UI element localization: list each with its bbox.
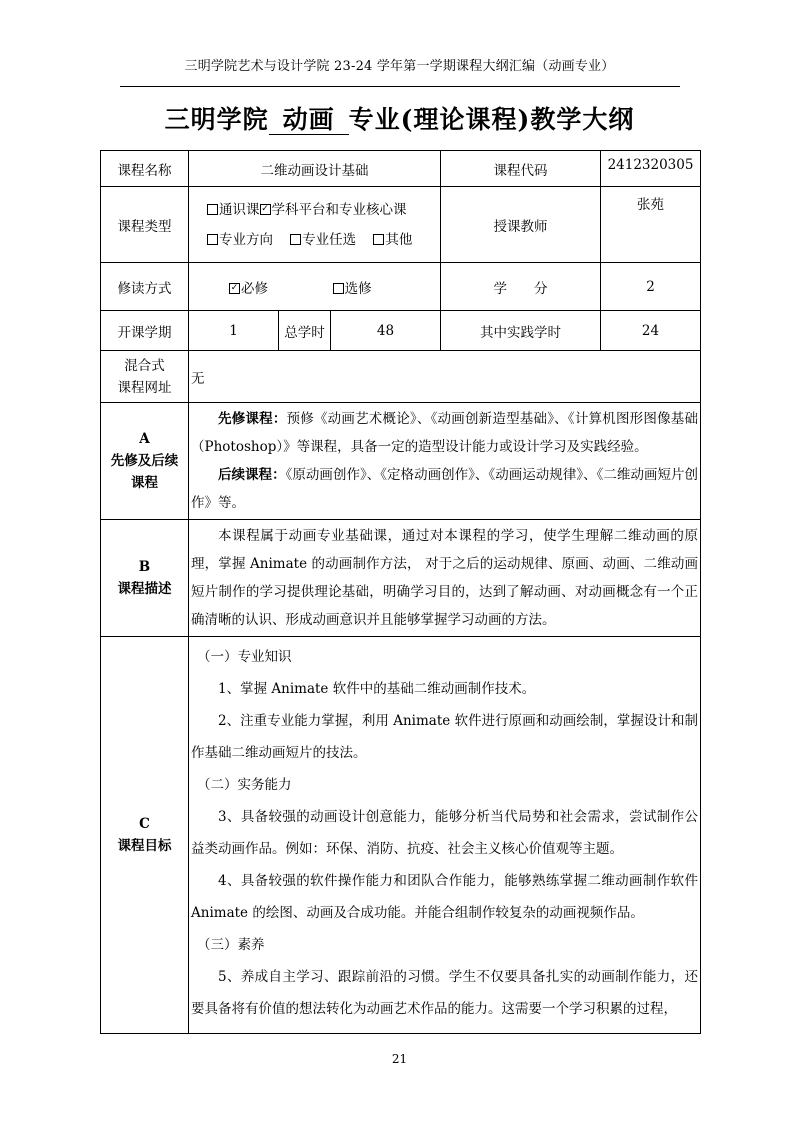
section-a-label <box>101 403 189 520</box>
row-study-mode <box>101 263 701 311</box>
prereq-heading: 先修课程： <box>218 411 287 427</box>
section-c-letter: C <box>139 816 150 832</box>
course-type-options <box>189 187 441 263</box>
goal-item-3: 3、具备较强的动画设计创意能力，能够分析当代局势和社会需求，尝试制作公益类动画作品。例如：环保、消防、抗疫、社会主义核心价值观等主题。 <box>191 809 699 857</box>
online-label <box>101 351 189 403</box>
page-number: 21 <box>391 1052 408 1066</box>
followup-paragraph <box>191 461 698 517</box>
goal-heading-knowledge: （一）专业知识 <box>197 649 292 665</box>
followup-text: 《原动画创作》、《定格动画创作》、《动画运动规律》、《二维动画短片创作》等。 <box>191 467 699 511</box>
course-description: 本课程属于动画专业基础课，通过对本课程的学习，使学生理解二维动画的原理，掌握 Animate 的动画制作方法， 对于之后的运动规律、原画、动画、二维动画短片制作的学习提供理论基础，明确学习目的，达到了解动画、对动画概念有一个正确清晰的认识、形成动画意识并且能够掌握学习动画的方法。 <box>191 528 699 628</box>
row-section-c <box>101 637 701 1034</box>
type-checkbox-other <box>373 234 384 245</box>
course-name-label: 课程名称 <box>101 151 189 187</box>
type-option-other: 其他 <box>385 231 413 248</box>
row-course-name <box>101 151 701 187</box>
section-a-label-line2: 课程 <box>131 475 158 491</box>
prereq-text: 预修《动画艺术概论》、《动画创新造型基础》、《计算机图形图像基础（Photoshop）》等课程，具备一定的造型设计能力或设计学习及实践经验。 <box>191 411 699 455</box>
section-a-label-line1: 先修及后续 <box>110 453 179 469</box>
type-checkbox-direction <box>207 234 218 245</box>
row-semester <box>101 311 701 351</box>
goal-item-4: 4、具备较强的软件操作能力和团队合作能力，能够熟练掌握二维动画制作软件 Animate 的绘图、动画及合成功能。并能合组制作较复杂的动画视频作品。 <box>191 873 699 921</box>
practice-hours-value: 24 <box>601 311 701 351</box>
online-label-line2: 课程网址 <box>117 379 172 396</box>
study-mode-label: 修读方式 <box>101 263 189 311</box>
credit-label: 学 分 <box>441 263 601 311</box>
page-header: 三明学院艺术与设计学院 23-24 学年第一学期课程大纲汇编（动画专业） <box>184 59 615 74</box>
title-suffix: 专业(理论课程)教学大纲 <box>348 105 635 134</box>
section-c-label-text: 课程目标 <box>117 838 172 854</box>
section-c-label <box>101 637 189 1034</box>
type-option-core: 学科平台和专业核心课 <box>271 201 407 218</box>
type-checkbox-general <box>207 204 218 215</box>
mode-checkbox-elective <box>333 283 344 294</box>
study-mode-options <box>189 263 441 311</box>
credit-value: 2 <box>601 263 701 311</box>
mode-checkbox-required <box>229 283 240 294</box>
course-type-label: 课程类型 <box>101 187 189 263</box>
practice-hours-label: 其中实践学时 <box>441 311 601 351</box>
type-option-elective: 专业任选 <box>302 231 357 248</box>
row-course-type <box>101 187 701 263</box>
total-hours-label: 总学时 <box>279 311 331 351</box>
row-section-b <box>101 520 701 637</box>
syllabus-table <box>100 150 701 1034</box>
row-section-a <box>101 403 701 520</box>
prereq-paragraph <box>191 405 698 461</box>
section-c-content <box>189 637 701 1034</box>
title-prefix: 三明学院 <box>164 105 269 134</box>
course-name-value: 二维动画设计基础 <box>189 151 441 187</box>
row-online <box>101 351 701 403</box>
teacher-label: 授课教师 <box>441 187 601 263</box>
goal-item-2: 2、注重专业能力掌握，利用 Animate 软件进行原画和动画绘制，掌握设计和制作基础二维动画短片的技法。 <box>191 713 699 761</box>
course-code-value: 2412320305 <box>601 151 701 187</box>
type-option-direction: 专业方向 <box>219 231 273 248</box>
section-a-content <box>189 403 701 520</box>
semester-label: 开课学期 <box>101 311 189 351</box>
total-hours-value: 48 <box>331 311 441 351</box>
goal-heading-practice: （二）实务能力 <box>197 777 292 793</box>
section-b-label <box>101 520 189 637</box>
section-a-letter: A <box>139 431 150 447</box>
semester-value: 1 <box>189 311 279 351</box>
goal-item-5: 5、养成自主学习、跟踪前沿的习惯。学生不仅要具备扎实的动画制作能力，还要具备将有价值的想法转化为动画艺术作品的能力。这需要一个学习积累的过程， <box>191 969 699 1017</box>
section-b-label-text: 课程描述 <box>117 581 172 597</box>
document-title <box>0 100 799 136</box>
online-value: 无 <box>189 351 701 403</box>
online-label-line1: 混合式 <box>124 357 165 374</box>
header-rule <box>120 86 680 87</box>
type-checkbox-core <box>260 204 271 215</box>
mode-elective: 选修 <box>344 280 372 297</box>
section-b-letter: B <box>138 559 151 575</box>
followup-heading: 后续课程： <box>218 467 286 483</box>
type-checkbox-elective <box>290 234 301 245</box>
teacher-value: 张苑 <box>601 187 701 263</box>
section-b-content <box>189 520 701 637</box>
type-option-general: 通识课 <box>219 201 260 218</box>
goal-heading-literacy: （三）素养 <box>197 937 265 953</box>
course-code-label: 课程代码 <box>441 151 601 187</box>
mode-required: 必修 <box>241 280 268 297</box>
title-major: 动画 <box>269 106 349 135</box>
goal-item-1: 1、掌握 Animate 软件中的基础二维动画制作技术。 <box>218 681 536 697</box>
